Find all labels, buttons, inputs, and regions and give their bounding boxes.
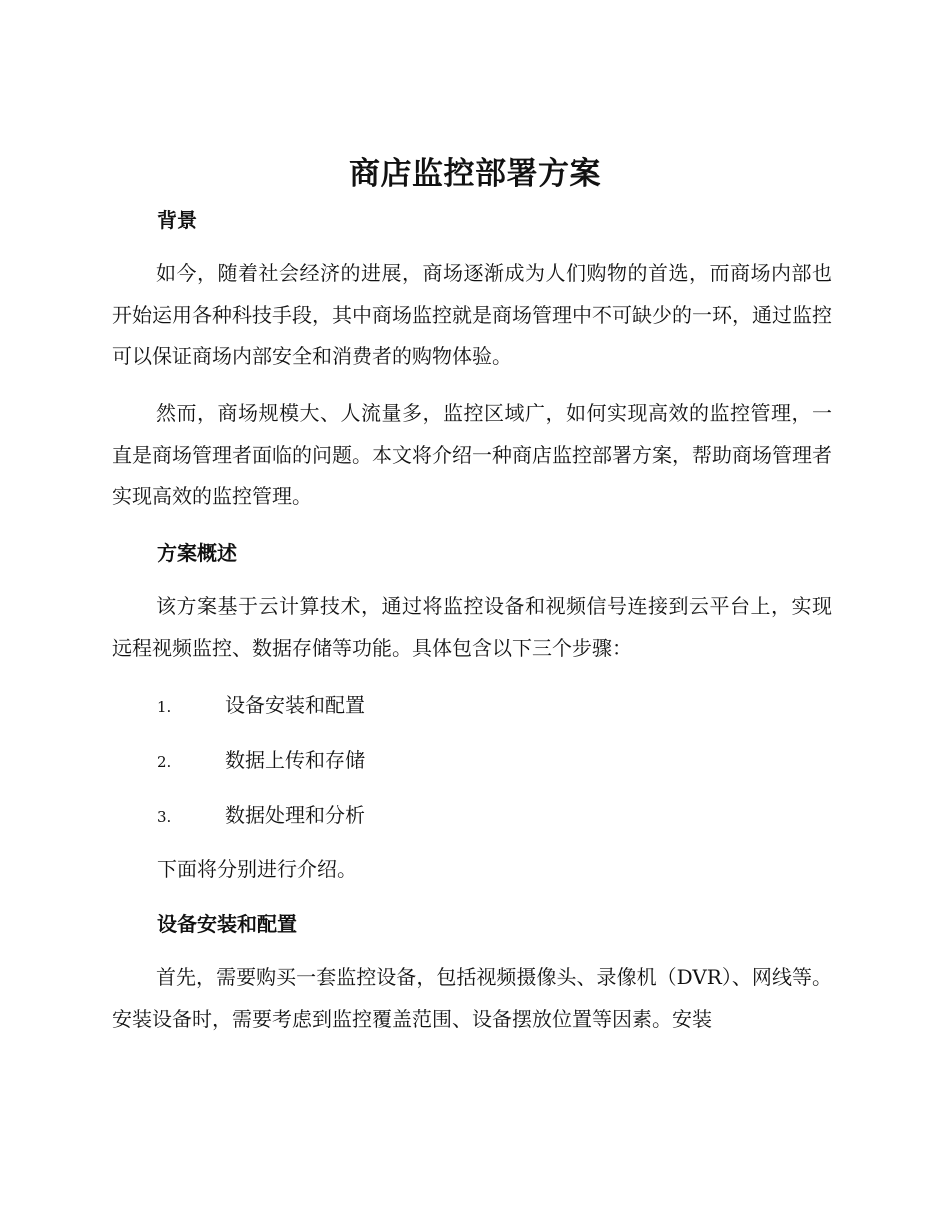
section-heading-background: 背景 xyxy=(157,208,197,232)
step-number: 2. xyxy=(157,753,172,771)
step-list-item xyxy=(157,800,365,830)
overview-paragraph: 该方案基于云计算技术，通过将监控设备和视频信号连接到云平台上，实现远程视频监控、数据存储等功能。具体包含以下三个步骤： xyxy=(112,594,832,660)
step-text: 数据处理和分析 xyxy=(225,803,365,827)
background-paragraph-1: 如今，随着社会经济的进展，商场逐渐成为人们购物的首选，而商场内部也开始运用各种科技手段，其中商场监控就是商场管理中不可缺少的一环，通过监控可以保证商场内部安全和消费者的购物体验。 xyxy=(112,261,832,368)
install-paragraph: 首先，需要购买一套监控设备，包括视频摄像头、录像机（DVR）、网线等。安装设备时，需要考虑到监控覆盖范围、设备摆放位置等因素。安装 xyxy=(112,965,832,1031)
step-list-item xyxy=(157,690,365,720)
step-text: 数据上传和存储 xyxy=(225,748,365,772)
step-number: 3. xyxy=(157,808,172,826)
step-number: 1. xyxy=(157,698,172,716)
section-heading-overview: 方案概述 xyxy=(157,541,237,565)
step-list-item xyxy=(157,745,365,775)
background-paragraph-2: 然而，商场规模大、人流量多，监控区域广，如何实现高效的监控管理，一直是商场管理者面临的问题。本文将介绍一种商店监控部署方案，帮助商场管理者实现高效的监控管理。 xyxy=(112,401,832,508)
section-heading-install: 设备安装和配置 xyxy=(157,912,297,936)
overview-closing: 下面将分别进行介绍。 xyxy=(157,857,357,881)
document-title: 商店监控部署方案 xyxy=(349,156,601,192)
step-text: 设备安装和配置 xyxy=(225,693,365,717)
